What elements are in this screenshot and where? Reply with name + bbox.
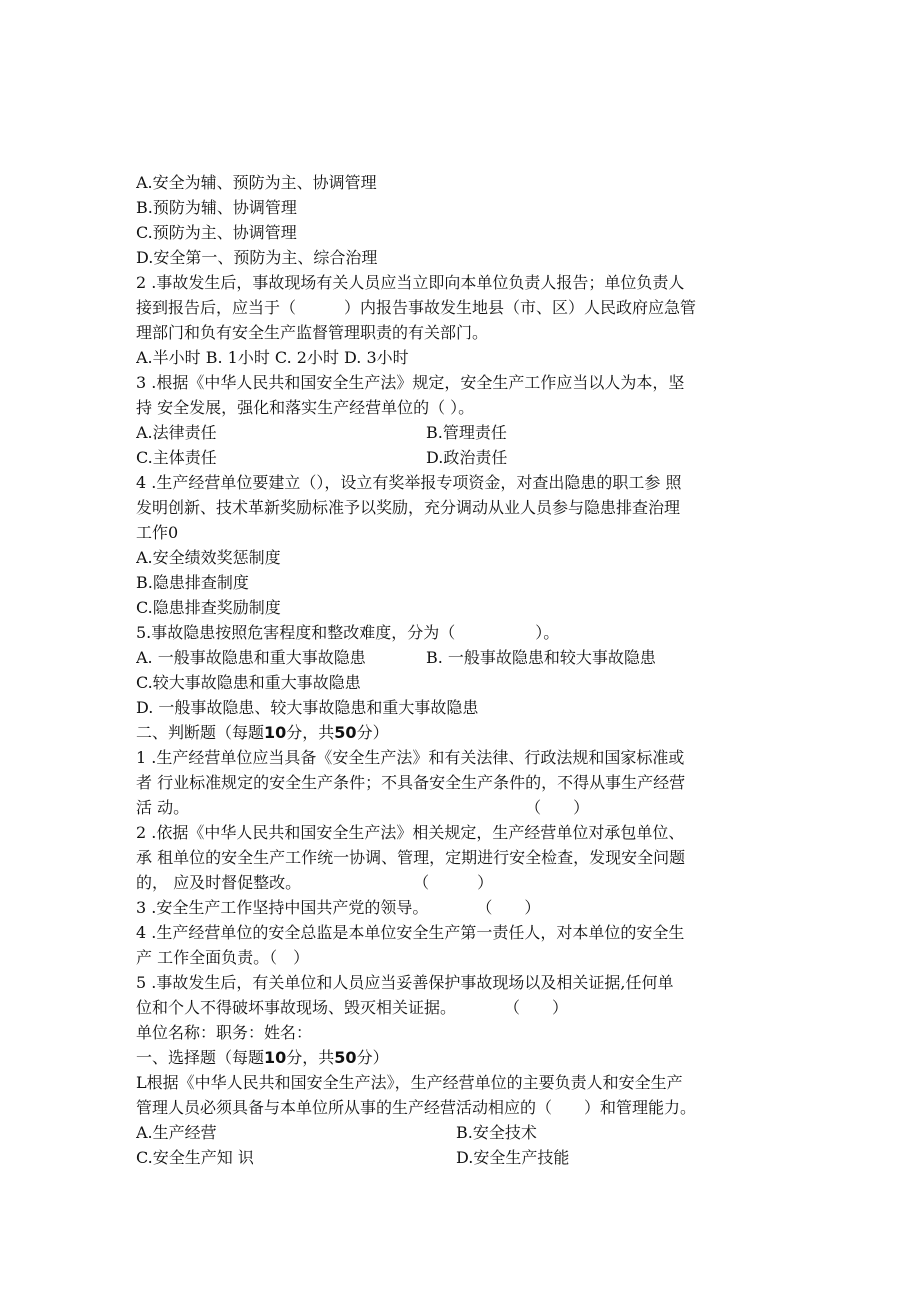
q1-options-row xyxy=(136,1145,786,1170)
q5-text: 5.事故隐患按照危害程度和整改难度，分为（ ）。 xyxy=(136,623,560,642)
q1-option-a: A.安全为辅、预防为主、协调管理 xyxy=(136,173,377,192)
q4-text-line: 工作0 xyxy=(136,523,179,542)
q4-option-c: C.隐患排查奖励制度 xyxy=(136,598,281,617)
section-1-title-pre: 一、选择题（每题 xyxy=(136,1048,265,1067)
q5-option-b: B. 一般事故隐患和较大事故隐患 xyxy=(426,648,656,667)
section-1-points: 10 xyxy=(264,1048,287,1067)
q5-options-row xyxy=(136,645,786,670)
q2-text-line: 2 .事故发生后，事故现场有关人员应当立即向本单位负责人报告；单位负责人 xyxy=(136,273,685,292)
q3-options-row xyxy=(136,445,786,470)
q1-option-d-main: D.安全生产技能 xyxy=(456,1148,570,1167)
q3-option-c: C.主体责任 xyxy=(136,448,217,467)
section-2-heading xyxy=(136,720,786,745)
q1-option-c-main: C.安全生产知 识 xyxy=(136,1148,254,1167)
q5-option-a: A. 一般事故隐患和重大事故隐患 xyxy=(136,648,366,667)
section-2-title-pre: 二、判断题（每题 xyxy=(136,723,265,742)
q1-option-d: D.安全第一、预防为主、综合治理 xyxy=(136,248,378,267)
judge-1-line: 活 动。 （ ） xyxy=(136,798,590,817)
q3-text-line: 持 安全发展，强化和落实生产经营单位的（ ）。 xyxy=(136,398,475,417)
judge-3-line: 3 .安全生产工作坚持中国共产党的领导。 （ ） xyxy=(136,898,541,917)
q2-options: A.半小时 B. 1小时 C. 2小时 D. 3小时 xyxy=(136,348,409,367)
q2-text-line: 接到报告后，应当于（ ）内报告事故发生地县（市、区）人民政府应急管 xyxy=(136,298,697,317)
q4-text-line: 4 .生产经营单位要建立（），设立有奖举报专项资金，对查出隐患的职工参 照 xyxy=(136,473,682,492)
judge-4-line: 产 工作全面负责。（ ） xyxy=(136,948,310,967)
judge-1-line: 1 .生产经营单位应当具备《安全生产法》和有关法律、行政法规和国家标准或 xyxy=(136,748,685,767)
q2-text-line: 理部门和负有安全生产监督管理职责的有关部门。 xyxy=(136,323,489,342)
judge-1-line: 者 行业标准规定的安全生产条件；不具备安全生产条件的，不得从事生产经营 xyxy=(136,773,686,792)
q5-option-d: D. 一般事故隐患、较大事故隐患和重大事故隐患 xyxy=(136,698,479,717)
unit-info-line: 单位名称：职务：姓名： xyxy=(136,1023,313,1042)
exam-content xyxy=(136,170,786,1170)
section-1-total: 50 xyxy=(334,1048,357,1067)
section-2-total: 50 xyxy=(334,723,357,742)
section-2-points: 10 xyxy=(264,723,287,742)
q3-option-b: B.管理责任 xyxy=(426,423,507,442)
q4-option-b: B.隐患排查制度 xyxy=(136,573,249,592)
judge-2-line: 2 .依据《中华人民共和国安全生产法》相关规定，生产经营单位对承包单位、 xyxy=(136,823,685,842)
q1-option-b-main: B.安全技术 xyxy=(456,1123,537,1142)
section-2-title-post: 分） xyxy=(356,723,389,742)
q1-options-row xyxy=(136,1120,786,1145)
q1-option-c: C.预防为主、协调管理 xyxy=(136,223,297,242)
q3-options-row xyxy=(136,420,786,445)
q3-text-line: 3 .根据《中华人民共和国安全生产法》规定，安全生产工作应当以人为本，坚 xyxy=(136,373,685,392)
section-2-title-mid: 分，共 xyxy=(286,723,335,742)
judge-2-line: 的， 应及时督促整改。 （ ） xyxy=(136,873,494,892)
judge-2-line: 承 租单位的安全生产工作统一协调、管理，定期进行安全检查，发现安全问题 xyxy=(136,848,686,867)
q1-text-line: 管理人员必须具备与本单位所从事的生产经营活动相应的（ ）和管理能力。 xyxy=(136,1098,697,1117)
judge-4-line: 4 .生产经营单位的安全总监是本单位安全生产第一责任人，对本单位的安全生 xyxy=(136,923,685,942)
q1-option-b: B.预防为辅、协调管理 xyxy=(136,198,297,217)
judge-5-line: 5 .事故发生后，有关单位和人员应当妥善保护事故现场以及相关证据,任何单 xyxy=(136,973,674,992)
q3-option-a: A.法律责任 xyxy=(136,423,217,442)
q5-option-c: C.较大事故隐患和重大事故隐患 xyxy=(136,673,361,692)
q4-text-line: 发明创新、技术革新奖励标准予以奖励，充分调动从业人员参与隐患排查治理 xyxy=(136,498,681,517)
section-1-heading xyxy=(136,1045,786,1070)
q3-option-d: D.政治责任 xyxy=(426,448,508,467)
section-1-title-post: 分） xyxy=(356,1048,389,1067)
judge-5-line: 位和个人不得破坏事故现场、毁灭相关证据。 （ ） xyxy=(136,998,569,1017)
q1-text-line: L根据《中华人民共和国安全生产法》，生产经营单位的主要负责人和安全生产 xyxy=(136,1073,683,1092)
q1-option-a-main: A.生产经营 xyxy=(136,1123,217,1142)
section-1-title-mid: 分，共 xyxy=(286,1048,335,1067)
q4-option-a: A.安全绩效奖惩制度 xyxy=(136,548,281,567)
